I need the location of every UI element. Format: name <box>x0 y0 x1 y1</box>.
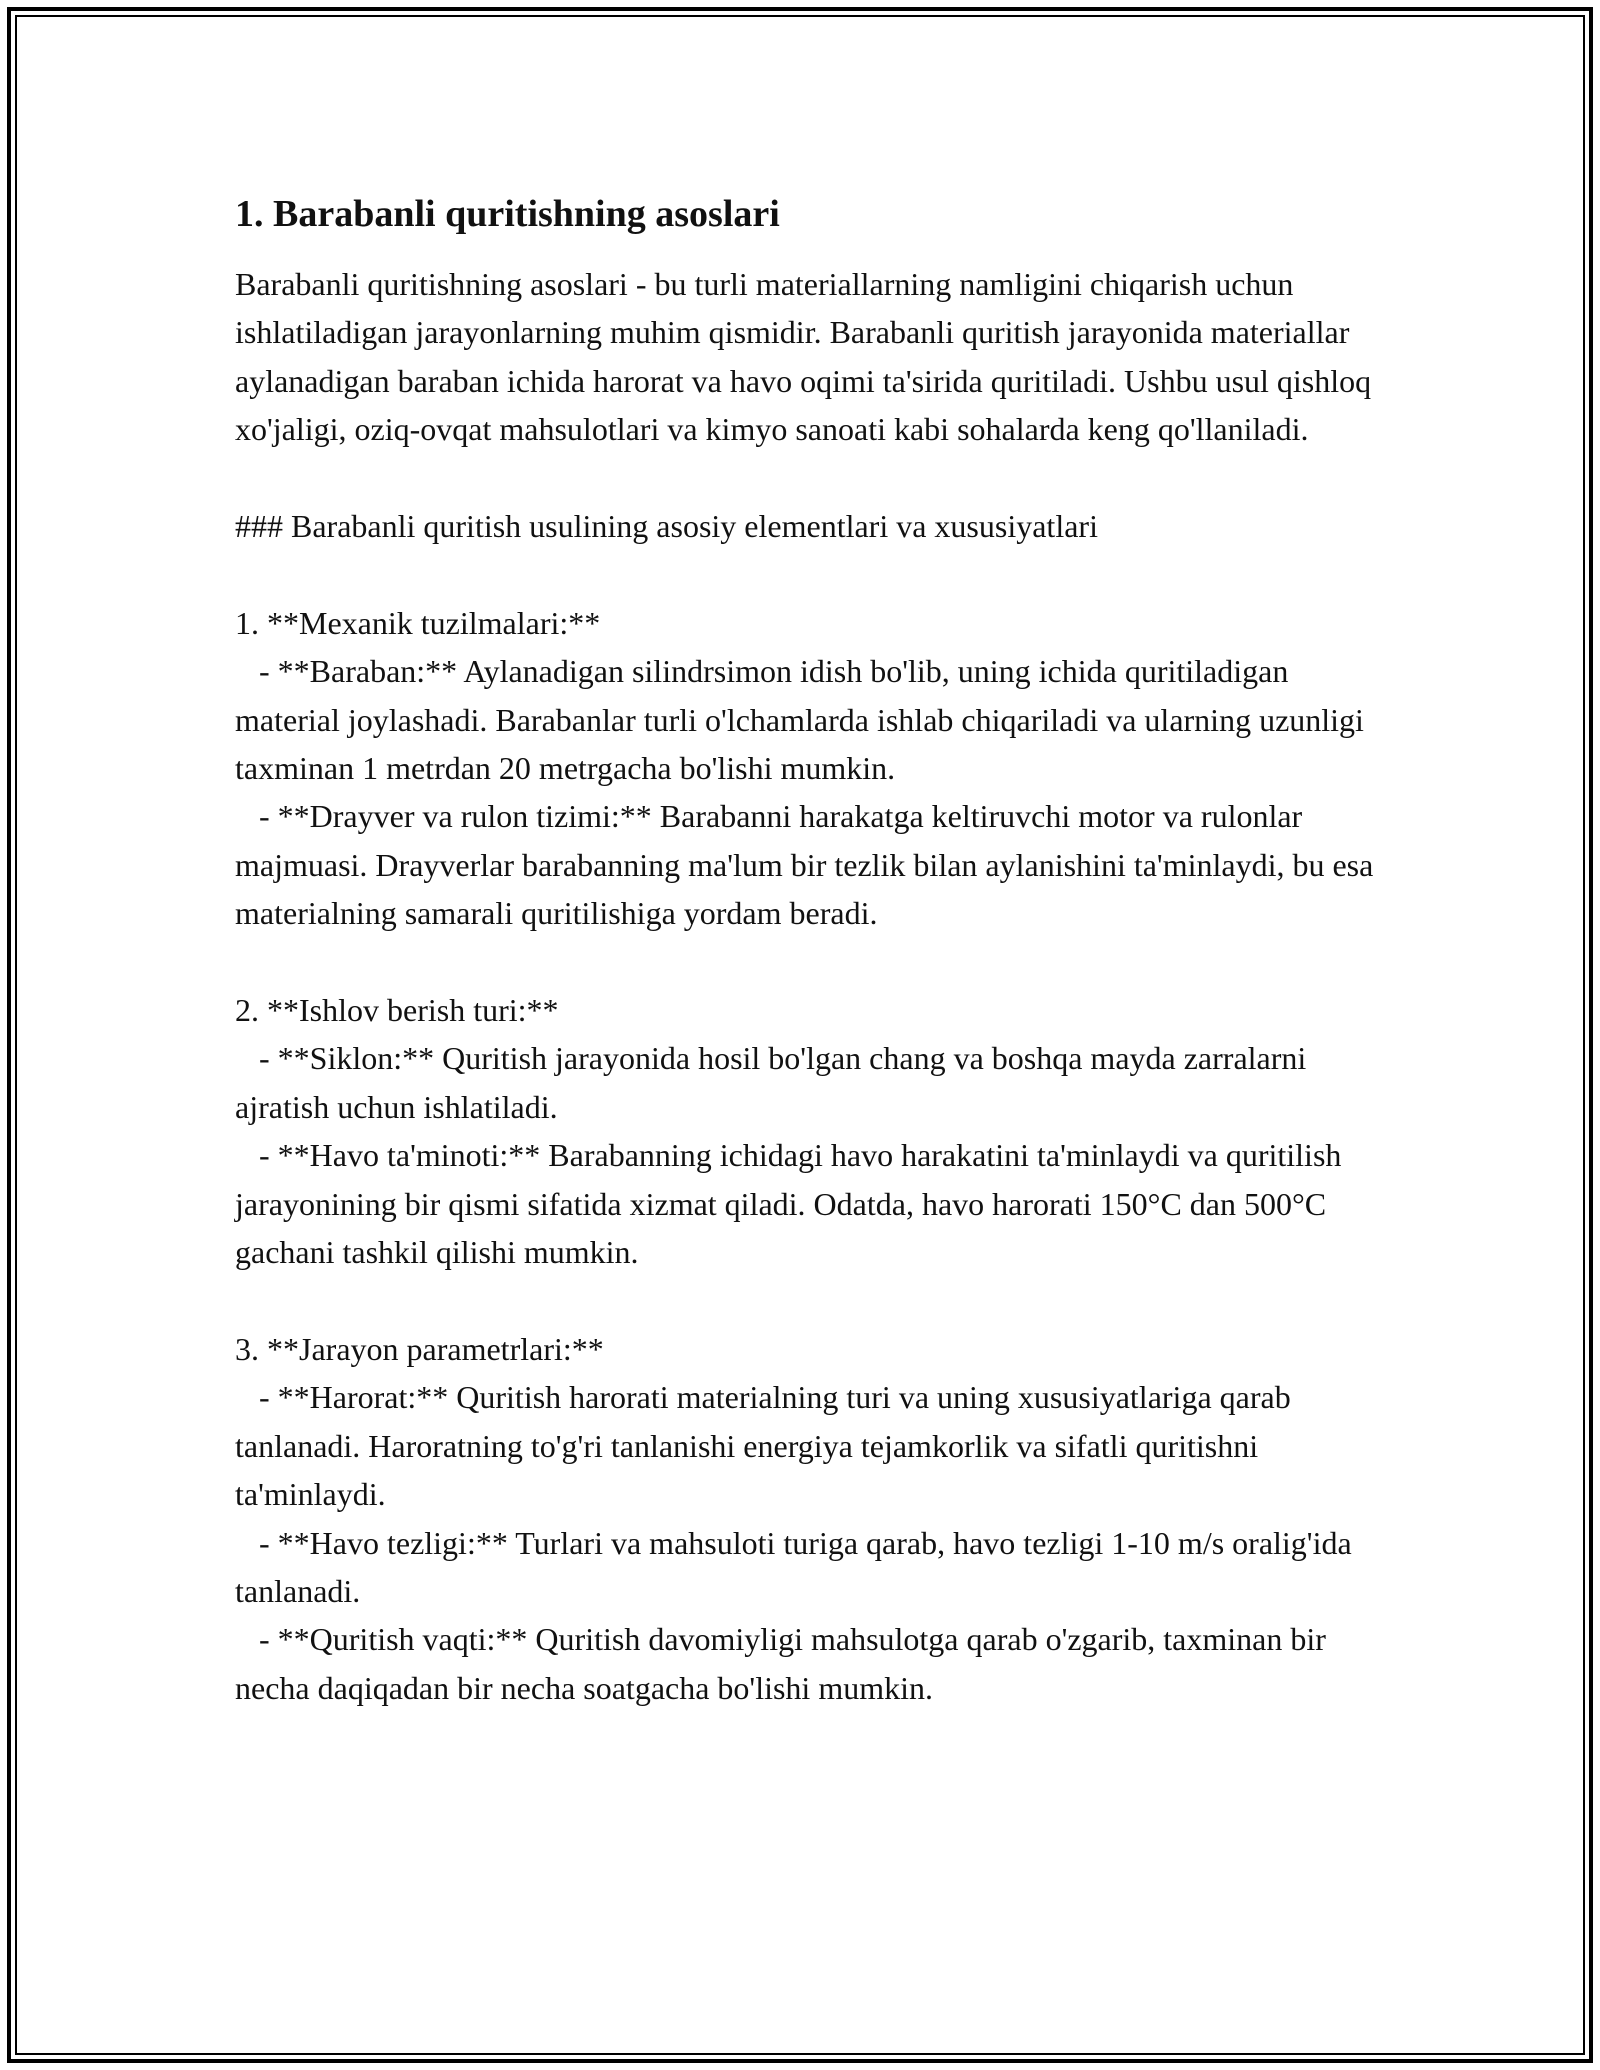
section-3 <box>235 1325 1375 1712</box>
section-2 <box>235 986 1375 1276</box>
list-item: - **Drayver va rulon tizimi:** Barabanni harakatga keltiruvchi motor va rulonlar majmuasi. Drayverlar barabanning ma'lum bir tezlik bilan aylanishini ta'minlaydi, bu esa materialning samarali quritilishiga yordam beradi. <box>235 798 1382 932</box>
spacer <box>235 938 1375 986</box>
document-body <box>235 190 1382 1712</box>
intro-paragraph: Barabanli quritishning asoslari - bu turli materiallarning namligini chiqarish uchun ishlatiladigan jarayonlarning muhim qismidir. Barabanli quritish jarayonida materiallar aylanadigan baraban ichida harorat va havo oqimi ta'sirida quritiladi. Ushbu usul qishloq xo'jaligi, oziq-ovqat mahsulotlari va kimyo sanoati kabi sohalarda keng qo'llaniladi. <box>235 266 1380 448</box>
page-title: 1. Barabanli quritishning asoslari <box>235 193 780 235</box>
list-item: - **Siklon:** Quritish jarayonida hosil bo'lgan chang va boshqa mayda zarralarni ajratish uchun ishlatiladi. <box>235 1040 1315 1125</box>
spacer <box>235 550 1375 598</box>
section-heading: 3. **Jarayon parametrlari:** <box>235 1330 604 1367</box>
list-item: - **Havo tezligi:** Turlari va mahsuloti turiga qarab, havo tezligi 1-10 m/s oralig'ida tanlanadi. <box>235 1524 1360 1609</box>
subheading: ### Barabanli quritish usulining asosiy elementlari va xususiyatlari <box>235 508 1098 545</box>
list-item: - **Harorat:** Quritish harorati materialning turi va uning xususiyatlariga qarab tanlanadi. Haroratning to'g'ri tanlanishi energiya tejamkorlik va sifatli quritishni ta'minlaydi. <box>235 1379 1299 1513</box>
section-heading: 1. **Mexanik tuzilmalari:** <box>235 604 601 641</box>
spacer <box>235 1276 1375 1324</box>
list-item: - **Baraban:** Aylanadigan silindrsimon idish bo'lib, uning ichida quritiladigan material joylashadi. Barabanlar turli o'lchamlarda ishlab chiqariladi va ularning uzunligi taxminan 1 metrdan 20 metrgacha bo'lishi mumkin. <box>235 653 1372 787</box>
section-1 <box>235 599 1382 938</box>
list-item: - **Quritish vaqti:** Quritish davomiyligi mahsulotga qarab o'zgarib, taxminan bir necha daqiqadan bir necha soatgacha bo'lishi mumkin. <box>235 1621 1334 1706</box>
list-item: - **Havo ta'minoti:** Barabanning ichidagi havo harakatini ta'minlaydi va quritilish jarayonining bir qismi sifatida xizmat qiladi. Odatda, havo harorati 150°C dan 500°C gachani tashkil qilishi mumkin. <box>235 1137 1350 1271</box>
section-heading: 2. **Ishlov berish turi:** <box>235 992 559 1029</box>
spacer <box>235 454 1375 502</box>
